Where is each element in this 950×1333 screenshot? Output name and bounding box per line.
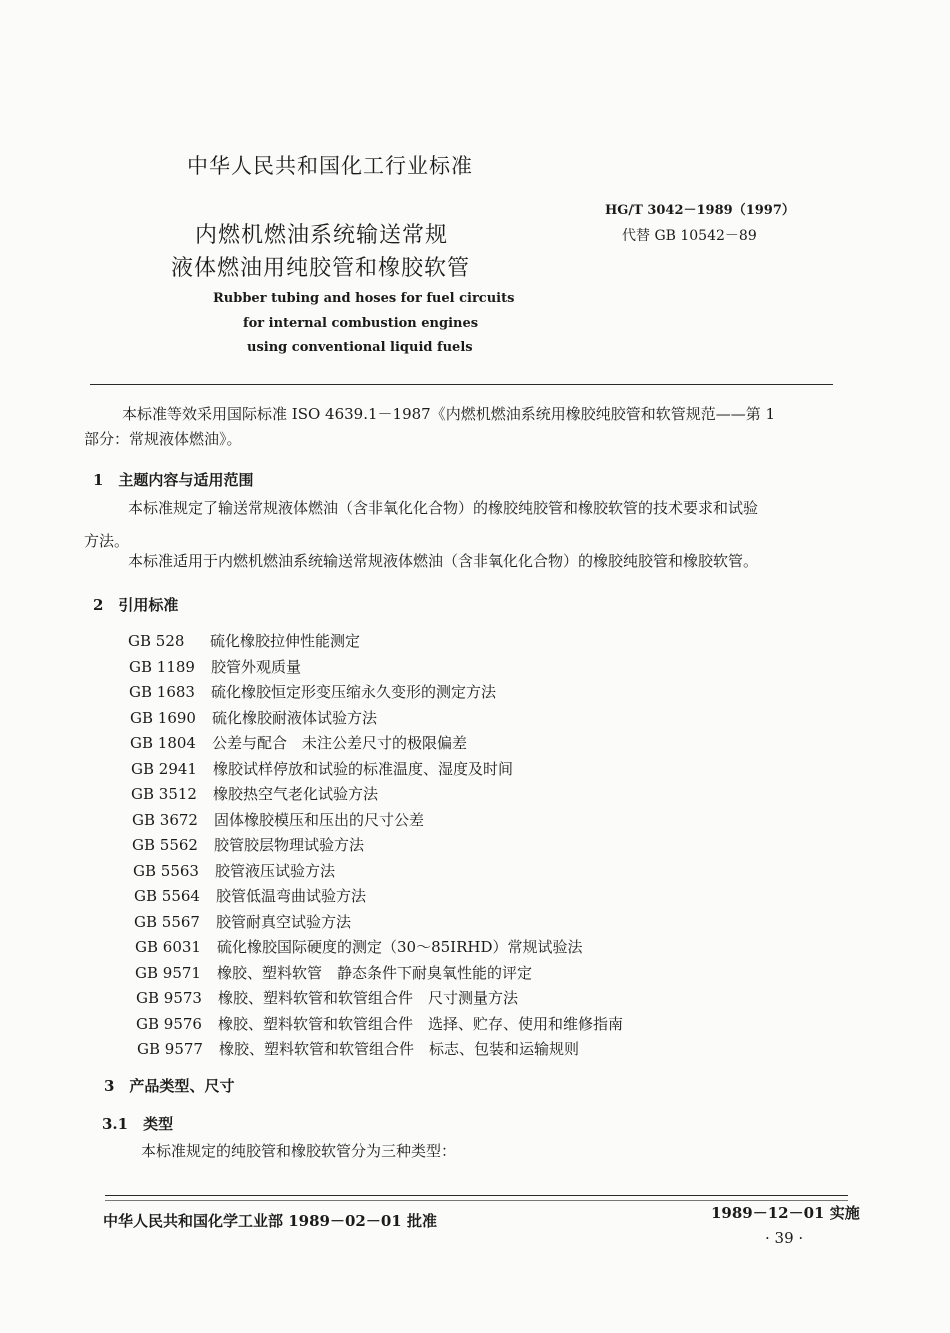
footer-divider [105, 1195, 848, 1196]
reference-code: GB 5562 [132, 836, 198, 854]
reference-item [134, 911, 351, 932]
reference-code: GB 9571 [135, 964, 201, 982]
header-divider [90, 384, 833, 385]
page-number: · 39 · [765, 1229, 804, 1247]
english-title-line-1: Rubber tubing and hoses for fuel circuits [213, 291, 515, 306]
reference-item [132, 809, 424, 830]
reference-title: 胶管耐真空试验方法 [216, 913, 352, 931]
reference-title: 橡胶、塑料软管 静态条件下耐臭氧性能的评定 [217, 964, 533, 982]
approval-note: 中华人民共和国化学工业部 1989－02－01 批准 [103, 1212, 437, 1230]
reference-item [130, 707, 377, 728]
reference-item [137, 1038, 579, 1059]
reference-item [136, 987, 518, 1008]
footer-divider-thin [105, 1200, 848, 1201]
section-3-1-heading: 3.1 类型 [102, 1115, 174, 1133]
reference-code: GB 5567 [134, 913, 200, 931]
section-2-heading: 2 引用标准 [93, 596, 179, 614]
reference-item [135, 962, 532, 983]
reference-code: GB 3512 [131, 785, 197, 803]
section-1-heading: 1 主题内容与适用范围 [93, 471, 254, 489]
reference-title: 胶管液压试验方法 [215, 862, 336, 880]
reference-item [131, 758, 513, 779]
reference-title: 橡胶、塑料软管和软管组合件 选择、贮存、使用和维修指南 [218, 1015, 624, 1033]
reference-item [133, 860, 335, 881]
reference-item [129, 656, 301, 677]
english-title-line-3: using conventional liquid fuels [247, 340, 473, 355]
reference-code: GB 1804 [130, 734, 196, 752]
section-3-heading: 3 产品类型、尺寸 [104, 1077, 235, 1095]
reference-title: 硫化橡胶国际硬度的测定（30～85IRHD）常规试验法 [217, 938, 583, 956]
reference-code: GB 1189 [129, 658, 195, 676]
reference-code: GB 2941 [131, 760, 197, 778]
english-title-line-2: for internal combustion engines [243, 316, 479, 331]
section-1-para-2: 本标准适用于内燃机燃油系统输送常规液体燃油（含非氧化化合物）的橡胶纯胶管和橡胶软管。 [128, 552, 759, 570]
reference-title: 硫化橡胶耐液体试验方法 [212, 709, 378, 727]
reference-code: GB 5564 [134, 887, 200, 905]
reference-item [135, 936, 583, 957]
reference-title: 橡胶热空气老化试验方法 [213, 785, 379, 803]
intro-line-1: 本标准等效采用国际标准 ISO 4639.1－1987《内燃机燃油系统用橡胶纯胶管和软管规范——第 1 [122, 405, 776, 423]
implementation-date: 1989－12－01 实施 [711, 1204, 860, 1222]
reference-title: 橡胶、塑料软管和软管组合件 标志、包装和运输规则 [219, 1040, 580, 1058]
section-1-para-1-line-2: 方法。 [84, 532, 130, 550]
reference-title: 胶管低温弯曲试验方法 [216, 887, 367, 905]
reference-code: GB 528 [128, 632, 185, 650]
reference-code: GB 1683 [129, 683, 195, 701]
reference-title: 硫化橡胶恒定形变压缩永久变形的测定方法 [211, 683, 497, 701]
reference-title: 硫化橡胶拉伸性能测定 [210, 632, 361, 650]
reference-code: GB 9576 [136, 1015, 202, 1033]
reference-title: 胶管外观质量 [211, 658, 302, 676]
reference-item [134, 885, 366, 906]
reference-item [136, 1013, 623, 1034]
reference-code: GB 9577 [137, 1040, 203, 1058]
reference-item [128, 630, 360, 651]
standard-category: 中华人民共和国化工行业标准 [187, 154, 473, 178]
reference-title: 公差与配合 未注公差尺寸的极限偏差 [212, 734, 468, 752]
reference-code: GB 3672 [132, 811, 198, 829]
reference-code: GB 6031 [135, 938, 201, 956]
section-1-para-1-line-1: 本标准规定了输送常规液体燃油（含非氧化化合物）的橡胶纯胶管和橡胶软管的技术要求和试验 [128, 499, 759, 517]
reference-item [129, 681, 496, 702]
reference-item [132, 834, 364, 855]
title-line-1: 内燃机燃油系统输送常规 [195, 223, 449, 248]
reference-item [130, 732, 467, 753]
reference-code: GB 5563 [133, 862, 199, 880]
standard-number: HG/T 3042－1989（1997） [605, 203, 795, 218]
intro-line-2: 部分：常规液体燃油》。 [84, 430, 242, 448]
reference-item [131, 783, 378, 804]
reference-code: GB 9573 [136, 989, 202, 1007]
section-3-1-para: 本标准规定的纯胶管和橡胶软管分为三种类型： [141, 1142, 457, 1160]
replaces-standard: 代替 GB 10542－89 [622, 228, 757, 244]
reference-title: 胶管胶层物理试验方法 [214, 836, 365, 854]
reference-title: 橡胶试样停放和试验的标准温度、湿度及时间 [213, 760, 514, 778]
reference-code: GB 1690 [130, 709, 196, 727]
reference-title: 橡胶、塑料软管和软管组合件 尺寸测量方法 [218, 989, 519, 1007]
title-line-2: 液体燃油用纯胶管和橡胶软管 [171, 256, 471, 281]
reference-title: 固体橡胶模压和压出的尺寸公差 [214, 811, 425, 829]
